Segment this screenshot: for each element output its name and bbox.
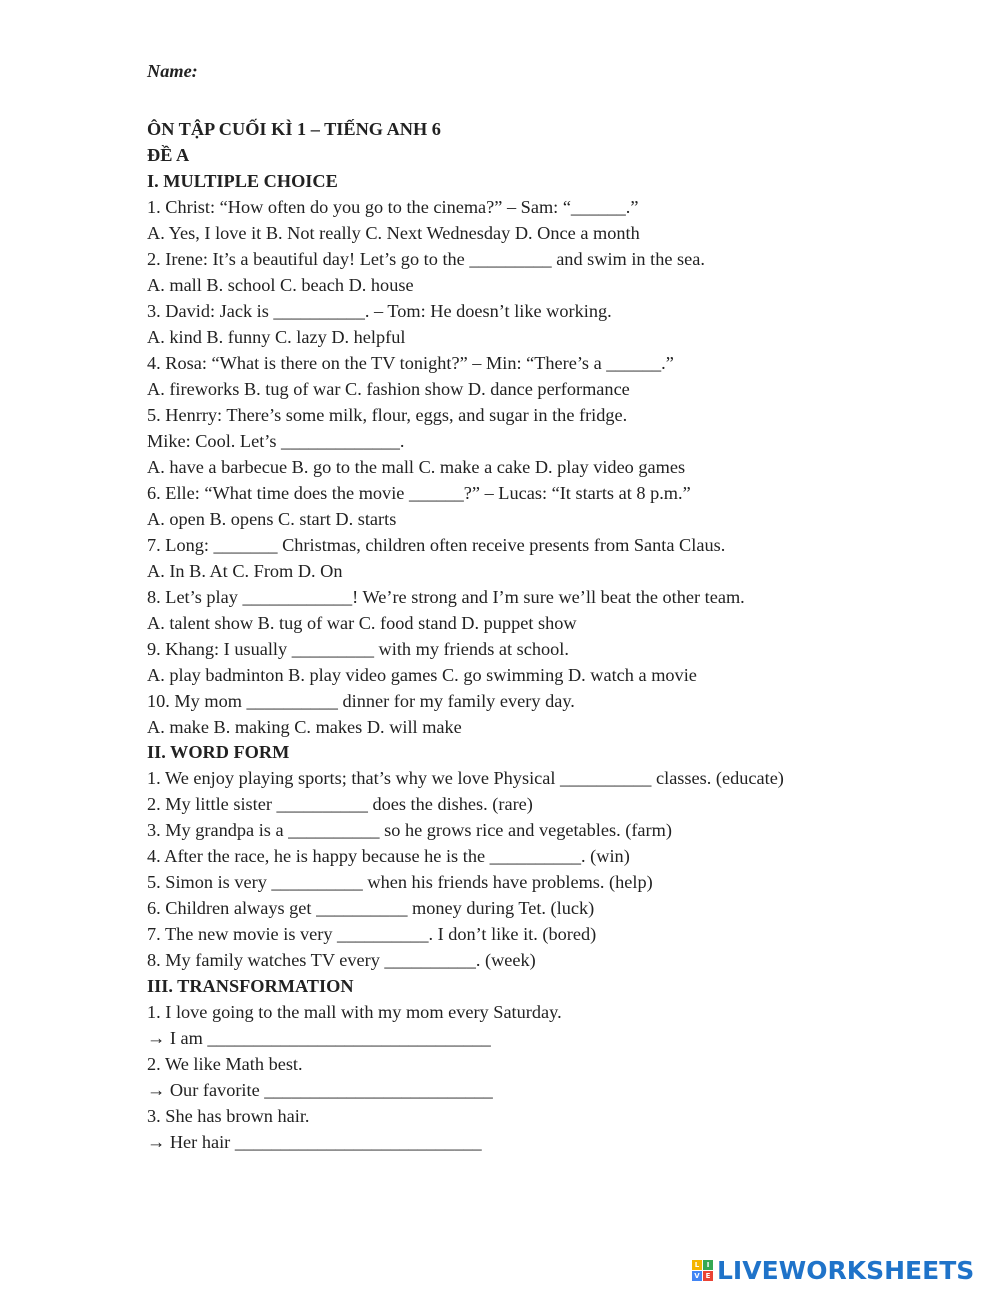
question-line: 8. Let’s play ____________! We’re strong and I’m sure we’ll beat the other team. (147, 587, 745, 607)
answer-options: A. mall B. school C. beach D. house (147, 275, 414, 295)
word-form-item: 7. The new movie is very __________. I don’t like it. (bored) (147, 924, 597, 944)
logo-letter-i: I (703, 1260, 713, 1270)
answer-options: A. kind B. funny C. lazy D. helpful (147, 327, 406, 347)
answer-options: A. In B. At C. From D. On (147, 561, 343, 581)
section-heading-transformation: III. TRANSFORMATION (147, 976, 354, 996)
question-line: Mike: Cool. Let’s _____________. (147, 431, 405, 451)
section-heading-word-form: II. WORD FORM (147, 742, 290, 762)
transformation-answer: → Her hair ___________________________ (147, 1132, 482, 1152)
question-line: 3. David: Jack is __________. – Tom: He doesn’t like working. (147, 301, 612, 321)
word-form-item: 6. Children always get __________ money during Tet. (luck) (147, 898, 595, 918)
answer-options: A. make B. making C. makes D. will make (147, 717, 462, 737)
logo-letter-e: E (703, 1271, 713, 1281)
question-line: 1. Christ: “How often do you go to the cinema?” – Sam: “______.” (147, 197, 639, 217)
logo-text: LIVEWORKSHEETS (717, 1255, 975, 1285)
worksheet-subtitle: ĐỀ A (147, 145, 190, 165)
answer-options: A. fireworks B. tug of war C. fashion show D. dance performance (147, 379, 630, 399)
word-form-item: 2. My little sister __________ does the dishes. (rare) (147, 794, 533, 814)
question-line: 10. My mom __________ dinner for my family every day. (147, 691, 575, 711)
word-form-item: 3. My grandpa is a __________ so he grows rice and vegetables. (farm) (147, 820, 672, 840)
transformation-prompt: 1. I love going to the mall with my mom every Saturday. (147, 1002, 562, 1022)
question-line: 9. Khang: I usually _________ with my friends at school. (147, 639, 569, 659)
word-form-item: 1. We enjoy playing sports; that’s why we love Physical __________ classes. (educate) (147, 768, 784, 788)
answer-options: A. open B. opens C. start D. starts (147, 509, 397, 529)
transformation-prompt: 3. She has brown hair. (147, 1106, 310, 1126)
logo-letter-v: V (692, 1271, 702, 1281)
question-line: 6. Elle: “What time does the movie ______?” – Lucas: “It starts at 8 p.m.” (147, 483, 691, 503)
logo-mark-icon (692, 1260, 713, 1281)
question-line: 5. Henrry: There’s some milk, flour, eggs, and sugar in the fridge. (147, 405, 628, 425)
transformation-prompt: 2. We like Math best. (147, 1054, 303, 1074)
liveworksheets-logo (692, 1255, 974, 1285)
transformation-answer: → I am _______________________________ (147, 1028, 491, 1048)
name-label: Name: (147, 61, 198, 81)
transformation-answer: → Our favorite _________________________ (147, 1080, 493, 1100)
question-line: 4. Rosa: “What is there on the TV tonight?” – Min: “There’s a ______.” (147, 353, 674, 373)
section-heading-multiple-choice: I. MULTIPLE CHOICE (147, 171, 338, 191)
logo-letter-l: L (692, 1260, 702, 1270)
word-form-item: 4. After the race, he is happy because he is the __________. (win) (147, 846, 630, 866)
question-line: 7. Long: _______ Christmas, children often receive presents from Santa Claus. (147, 535, 726, 555)
worksheet-title: ÔN TẬP CUỐI KÌ 1 – TIẾNG ANH 6 (147, 119, 441, 139)
answer-options: A. play badminton B. play video games C. go swimming D. watch a movie (147, 665, 697, 685)
question-line: 2. Irene: It’s a beautiful day! Let’s go to the _________ and swim in the sea. (147, 249, 705, 269)
answer-options: A. talent show B. tug of war C. food stand D. puppet show (147, 613, 577, 633)
word-form-item: 8. My family watches TV every __________. (week) (147, 950, 536, 970)
answer-options: A. have a barbecue B. go to the mall C. make a cake D. play video games (147, 457, 686, 477)
answer-options: A. Yes, I love it B. Not really C. Next Wednesday D. Once a month (147, 223, 640, 243)
word-form-item: 5. Simon is very __________ when his friends have problems. (help) (147, 872, 653, 892)
